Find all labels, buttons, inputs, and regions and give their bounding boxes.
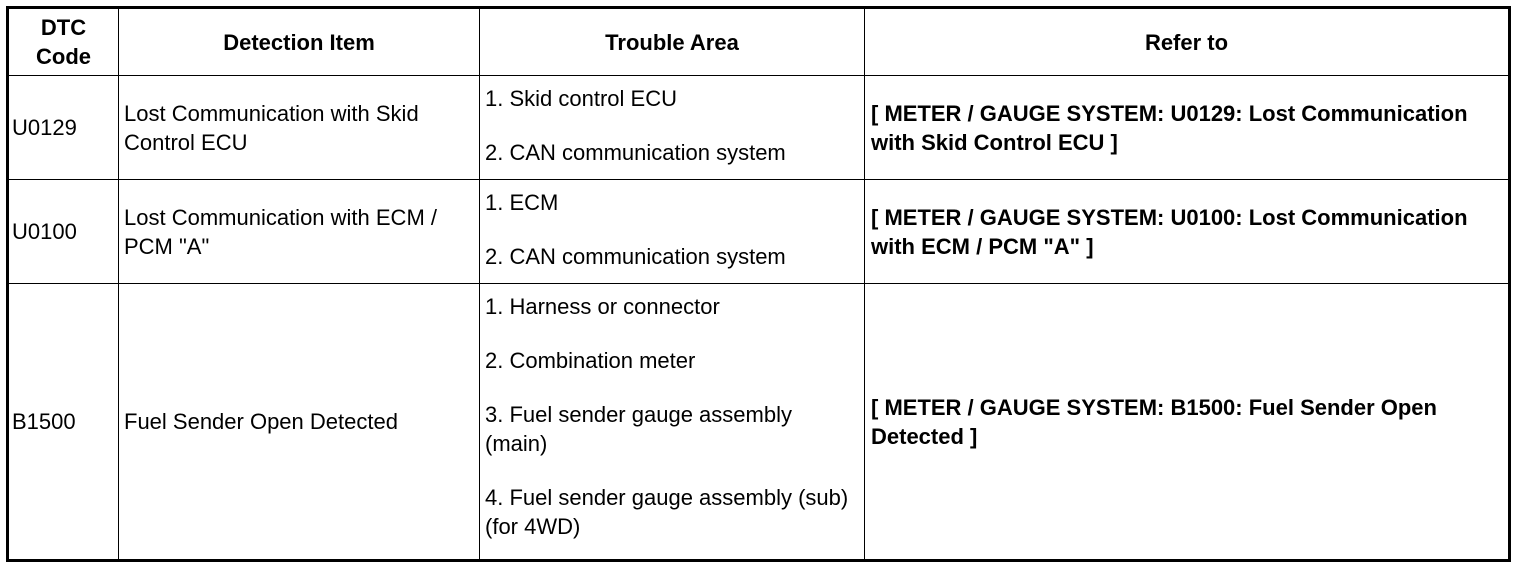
trouble-area-cell (480, 76, 865, 180)
trouble-area-item: 1. ECM (485, 190, 559, 215)
header-dtc-code (8, 8, 119, 76)
trouble-area-item: 1. Skid control ECU (485, 86, 677, 111)
trouble-area-item: 4. Fuel sender gauge assembly (sub) (for 4WD) (485, 485, 849, 539)
header-refer-to: Refer to (865, 8, 1510, 76)
dtc-code-cell: U0129 (8, 76, 119, 180)
detection-item-cell: Lost Communication with ECM / PCM "A" (119, 180, 480, 284)
table-row (8, 76, 1510, 180)
dtc-table (6, 6, 1511, 562)
dtc-code-cell: B1500 (8, 284, 119, 561)
refer-to-link[interactable]: [ METER / GAUGE SYSTEM: U0129: Lost Communication with Skid Control ECU ] (865, 76, 1510, 180)
detection-item-cell: Lost Communication with Skid Control ECU (119, 76, 480, 180)
trouble-area-item: 3. Fuel sender gauge assembly (main) (485, 402, 792, 456)
trouble-area-cell (480, 180, 865, 284)
trouble-area-item: 2. CAN communication system (485, 244, 786, 269)
refer-to-link[interactable]: [ METER / GAUGE SYSTEM: B1500: Fuel Sender Open Detected ] (865, 284, 1510, 561)
trouble-area-item: 2. CAN communication system (485, 140, 786, 165)
table-row (8, 284, 1510, 561)
header-detection-item: Detection Item (119, 8, 480, 76)
refer-to-link[interactable]: [ METER / GAUGE SYSTEM: U0100: Lost Communication with ECM / PCM "A" ] (865, 180, 1510, 284)
trouble-area-item: 2. Combination meter (485, 348, 696, 373)
header-dtc-code-line2: Code (36, 44, 91, 69)
table-row (8, 180, 1510, 284)
header-trouble-area: Trouble Area (480, 8, 865, 76)
trouble-area-item: 1. Harness or connector (485, 294, 720, 319)
header-dtc-code-line1: DTC (40, 15, 87, 40)
dtc-code-cell: U0100 (8, 180, 119, 284)
header-row (8, 8, 1510, 76)
trouble-area-cell (480, 284, 865, 561)
detection-item-cell: Fuel Sender Open Detected (119, 284, 480, 561)
